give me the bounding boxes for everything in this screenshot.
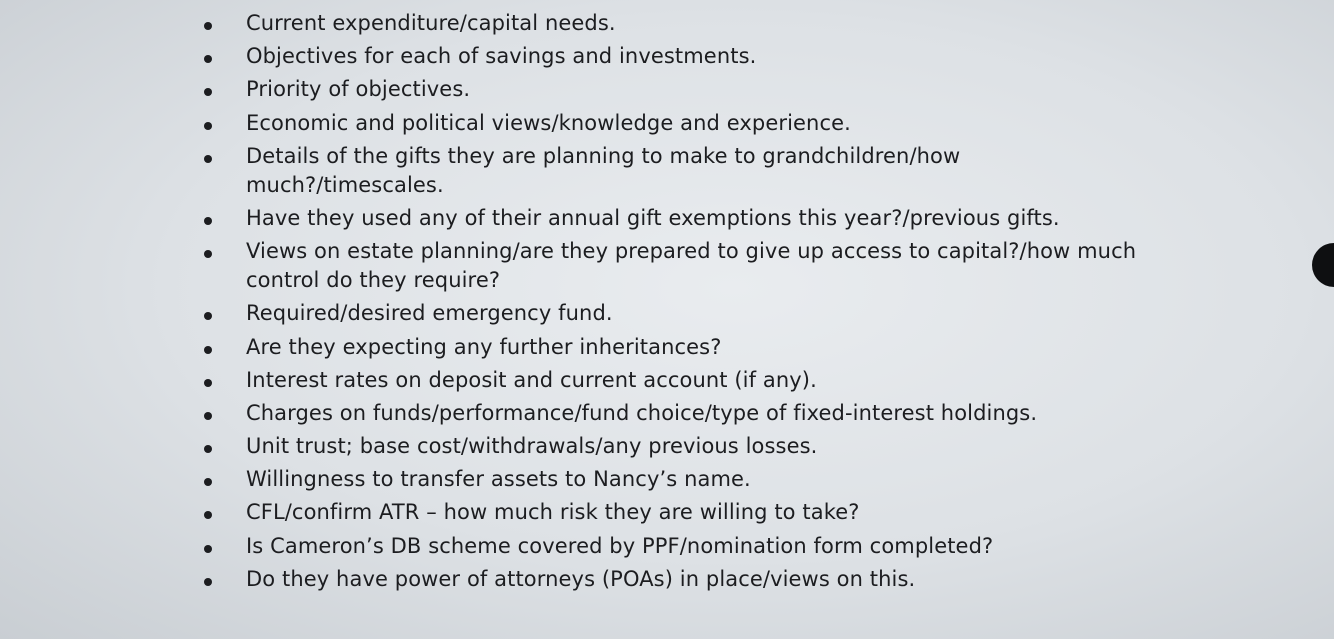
list-item [204, 532, 1204, 561]
list-item-text: Interest rates on deposit and current account (if any). [246, 367, 817, 392]
list-item [204, 109, 1204, 138]
list-item-text: Do they have power of attorneys (POAs) in place/views on this. [246, 566, 916, 591]
list-item [204, 333, 1204, 362]
list-item [204, 366, 1204, 395]
list-item-text: Priority of objectives. [246, 77, 471, 102]
bullet-icon [204, 155, 212, 163]
bullet-icon [204, 217, 212, 225]
bullet-icon [204, 478, 212, 486]
list-item [204, 565, 1204, 594]
bullet-icon [204, 55, 212, 63]
punch-hole [1312, 243, 1334, 287]
list-item [204, 204, 1204, 233]
bullet-icon [204, 445, 212, 453]
list-item-text: CFL/confirm ATR – how much risk they are willing to take? [246, 500, 860, 525]
list-item-text: Are they expecting any further inheritances? [246, 334, 722, 359]
list-item [204, 299, 1204, 328]
bullet-icon [204, 578, 212, 586]
list-item-text: Charges on funds/performance/fund choice/type of fixed-interest holdings. [246, 400, 1038, 425]
bullet-icon [204, 22, 212, 30]
list-item [204, 237, 1204, 295]
bullet-icon [204, 312, 212, 320]
list-item [204, 432, 1204, 461]
bullet-icon [204, 346, 212, 354]
list-item [204, 142, 1204, 200]
list-item-text: Details of the gifts they are planning to make to grandchildren/how much?/timescales. [246, 143, 961, 197]
list-item [204, 42, 1204, 71]
bullet-icon [204, 511, 212, 519]
list-item-text: Willingness to transfer assets to Nancy’s name. [246, 467, 751, 492]
bullet-icon [204, 250, 212, 258]
list-item [204, 498, 1204, 527]
list-item-text: Required/desired emergency fund. [246, 301, 613, 326]
list-item-text: Is Cameron’s DB scheme covered by PPF/nomination form completed? [246, 533, 994, 558]
list-item-text: Have they used any of their annual gift exemptions this year?/previous gifts. [246, 205, 1060, 230]
list-item-text: Current expenditure/capital needs. [246, 11, 616, 35]
list-item-text: Unit trust; base cost/withdrawals/any previous losses. [246, 434, 818, 459]
list-item-text: Economic and political views/knowledge and experience. [246, 110, 851, 135]
list-item [204, 75, 1204, 104]
list-item-text: Views on estate planning/are they prepared to give up access to capital?/how much control do they require? [246, 239, 1137, 293]
list-item [204, 9, 1204, 38]
list-item [204, 465, 1204, 494]
list-item-text: Objectives for each of savings and investments. [246, 44, 757, 69]
bullet-icon [204, 379, 212, 387]
bullet-icon [204, 412, 212, 420]
bullet-icon [204, 545, 212, 553]
fact-find-checklist [204, 9, 1204, 598]
list-item [204, 399, 1204, 428]
bullet-icon [204, 88, 212, 96]
bullet-icon [204, 122, 212, 130]
